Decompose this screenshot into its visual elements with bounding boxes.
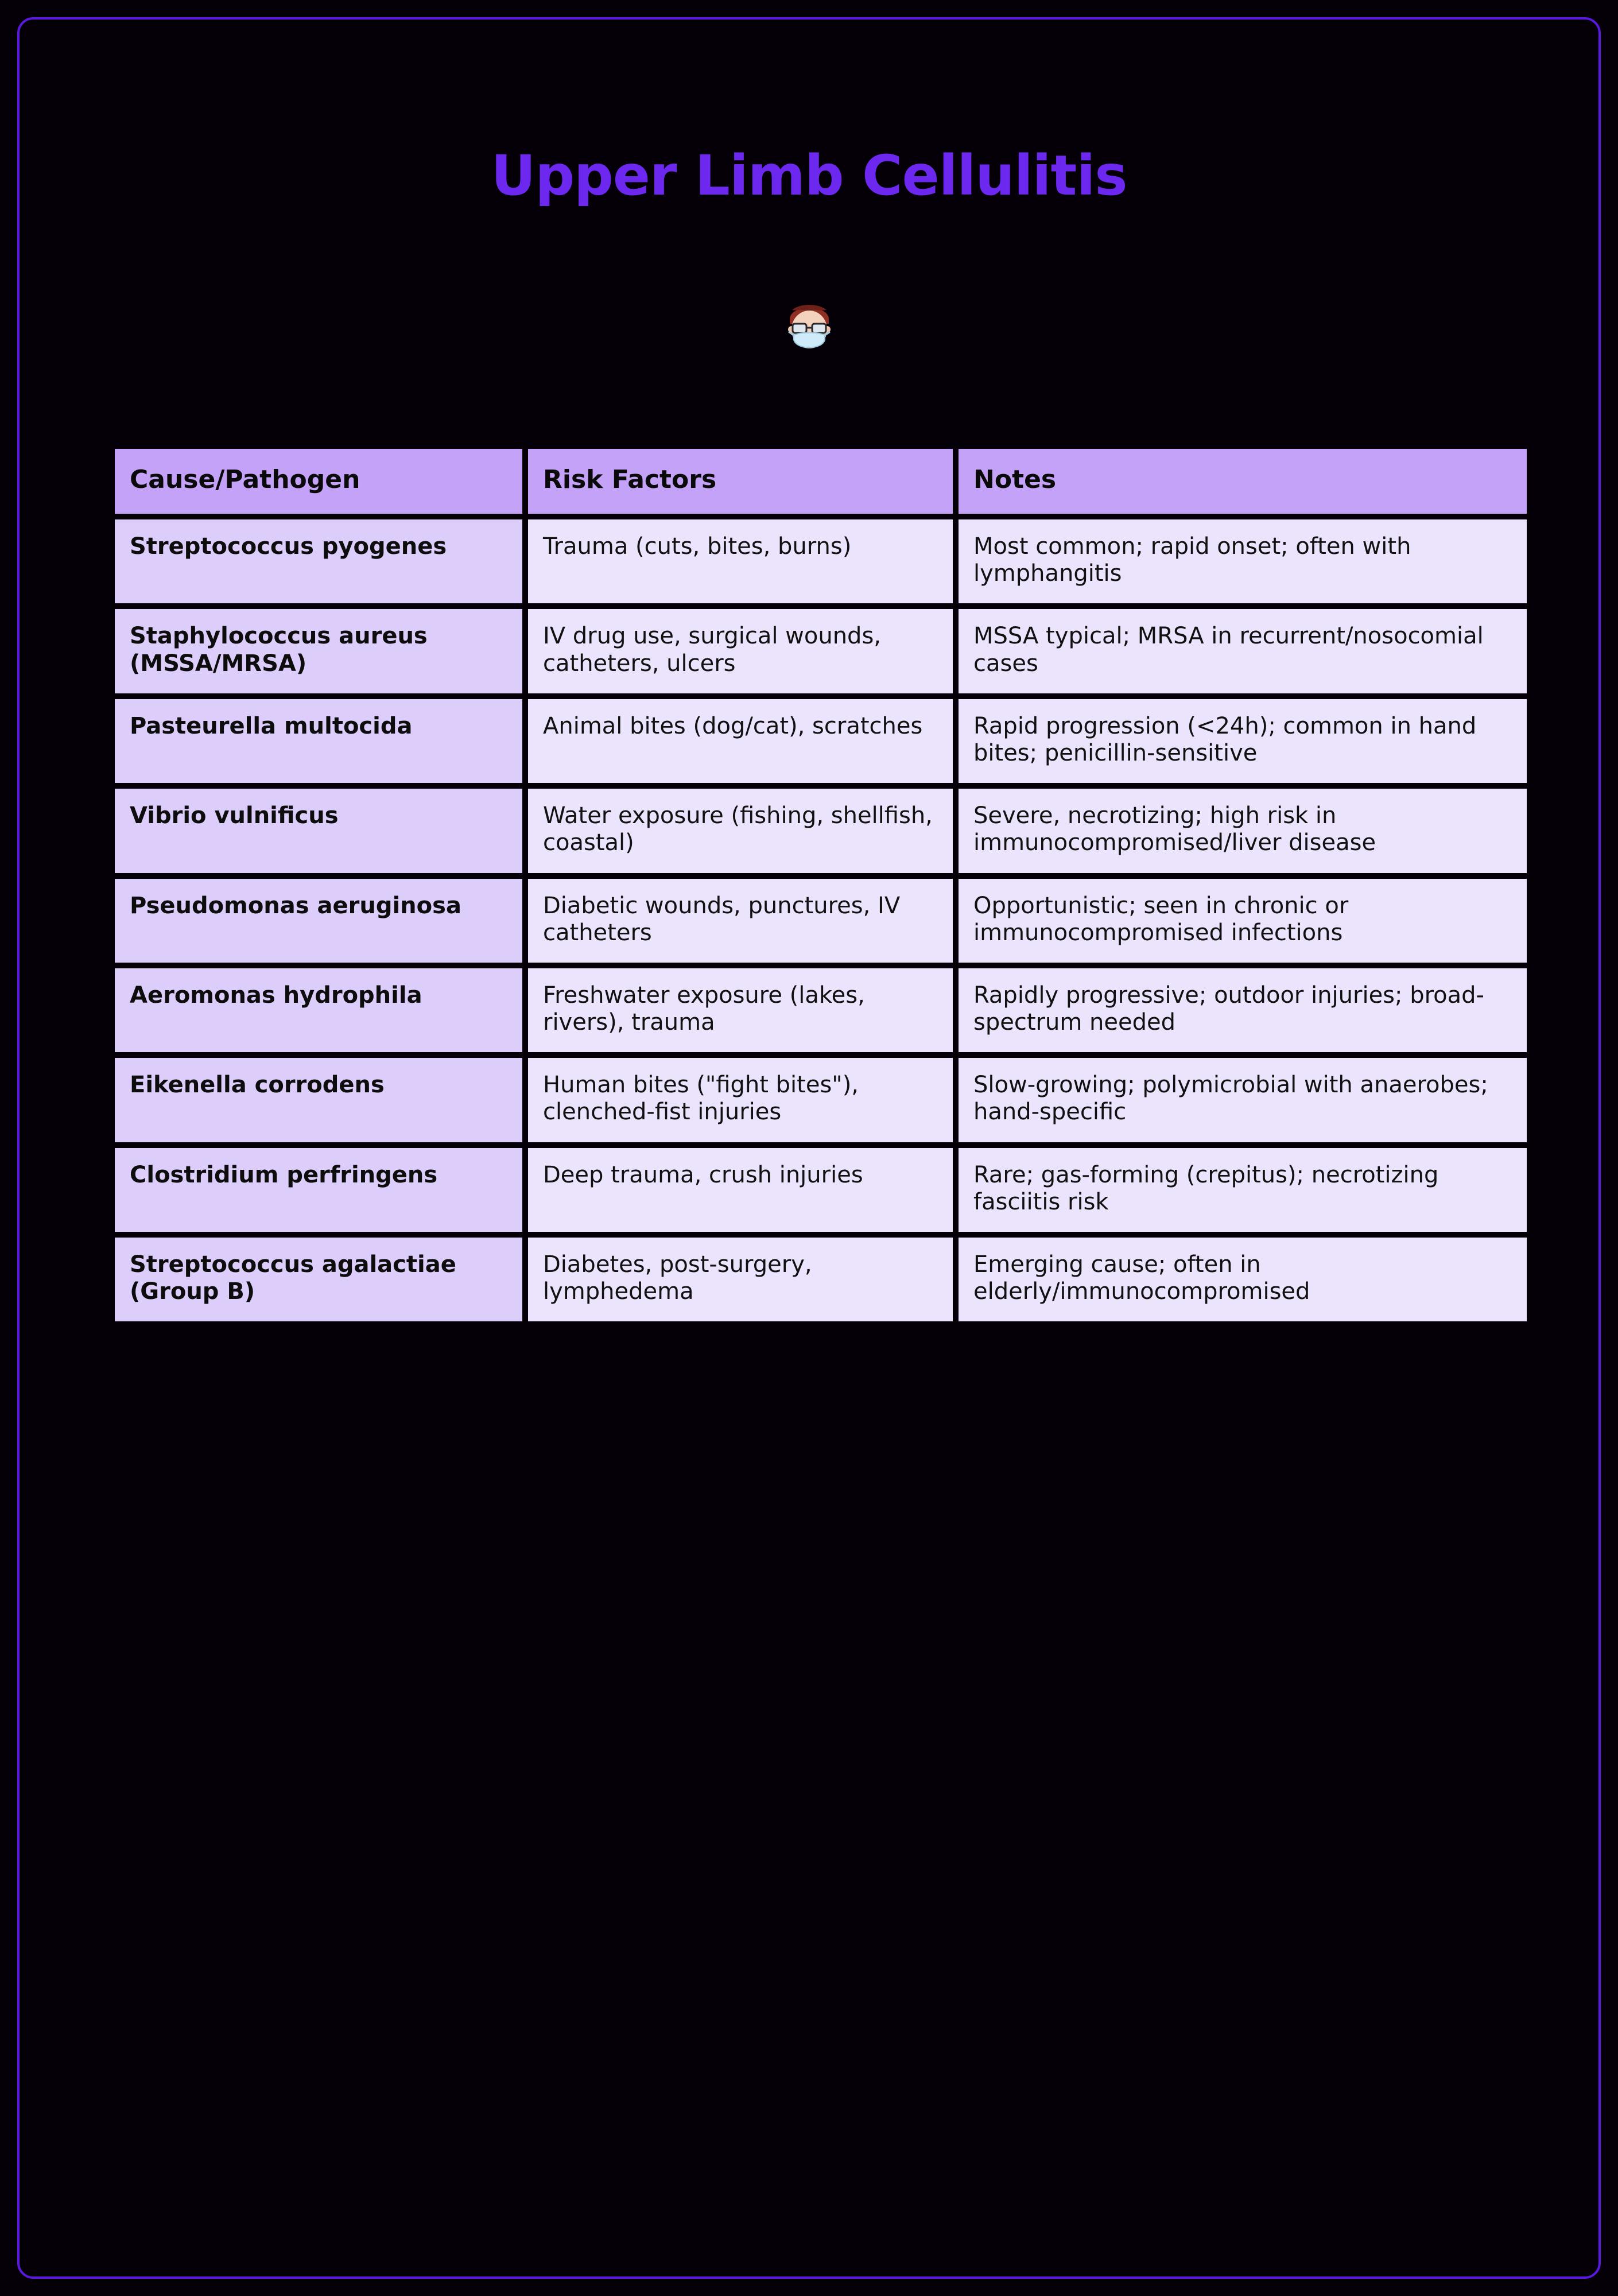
column-header-notes: Notes — [959, 449, 1527, 514]
cell-risk: Trauma (cuts, bites, burns) — [528, 519, 953, 603]
cell-risk: IV drug use, surgical wounds, catheters, ulcers — [528, 609, 953, 693]
table-row — [115, 1148, 1527, 1232]
cell-risk: Water exposure (fishing, shellfish, coastal) — [528, 789, 953, 872]
cell-cause: Aeromonas hydrophila — [115, 968, 522, 1052]
cell-notes: Rapid progression (<24h); common in hand bites; penicillin-sensitive — [959, 699, 1527, 783]
cell-notes: Emerging cause; often in elderly/immunocompromised — [959, 1238, 1527, 1321]
cell-risk: Diabetes, post-surgery, lymphedema — [528, 1238, 953, 1321]
table-header-row — [115, 449, 1527, 514]
cell-cause: Staphylococcus aureus (MSSA/MRSA) — [115, 609, 522, 693]
table-row — [115, 1238, 1527, 1321]
table-row — [115, 968, 1527, 1052]
cell-cause: Clostridium perfringens — [115, 1148, 522, 1232]
table-row — [115, 699, 1527, 783]
header-illustration — [109, 294, 1509, 403]
cell-notes: Opportunistic; seen in chronic or immunocompromised infections — [959, 879, 1527, 963]
table-row — [115, 789, 1527, 872]
cell-risk: Human bites ("fight bites"), clenched-fist injuries — [528, 1058, 953, 1142]
cell-cause: Vibrio vulnificus — [115, 789, 522, 872]
cell-notes: Most common; rapid onset; often with lymphangitis — [959, 519, 1527, 603]
cell-notes: Rare; gas-forming (crepitus); necrotizing fasciitis risk — [959, 1148, 1527, 1232]
cell-risk: Deep trauma, crush injuries — [528, 1148, 953, 1232]
cell-risk: Diabetic wounds, punctures, IV catheters — [528, 879, 953, 963]
pathogen-table — [109, 443, 1532, 1327]
cell-cause: Pasteurella multocida — [115, 699, 522, 783]
table-row — [115, 879, 1527, 963]
table-row — [115, 519, 1527, 603]
cell-notes: MSSA typical; MRSA in recurrent/nosocomial cases — [959, 609, 1527, 693]
cell-notes: Slow-growing; polymicrobial with anaerobes; hand-specific — [959, 1058, 1527, 1142]
cell-cause: Eikenella corrodens — [115, 1058, 522, 1142]
table-row — [115, 1058, 1527, 1142]
cell-notes: Severe, necrotizing; high risk in immunocompromised/liver disease — [959, 789, 1527, 872]
column-header-risk-factors: Risk Factors — [528, 449, 953, 514]
cell-cause: Streptococcus pyogenes — [115, 519, 522, 603]
doctor-face-icon — [775, 294, 844, 363]
cell-cause: Streptococcus agalactiae (Group B) — [115, 1238, 522, 1321]
page-title: Upper Limb Cellulitis — [491, 144, 1127, 208]
cell-risk: Animal bites (dog/cat), scratches — [528, 699, 953, 783]
cell-notes: Rapidly progressive; outdoor injuries; broad-spectrum needed — [959, 968, 1527, 1052]
column-header-cause: Cause/Pathogen — [115, 449, 522, 514]
table-row — [115, 609, 1527, 693]
cell-risk: Freshwater exposure (lakes, rivers), trauma — [528, 968, 953, 1052]
cell-cause: Pseudomonas aeruginosa — [115, 879, 522, 963]
